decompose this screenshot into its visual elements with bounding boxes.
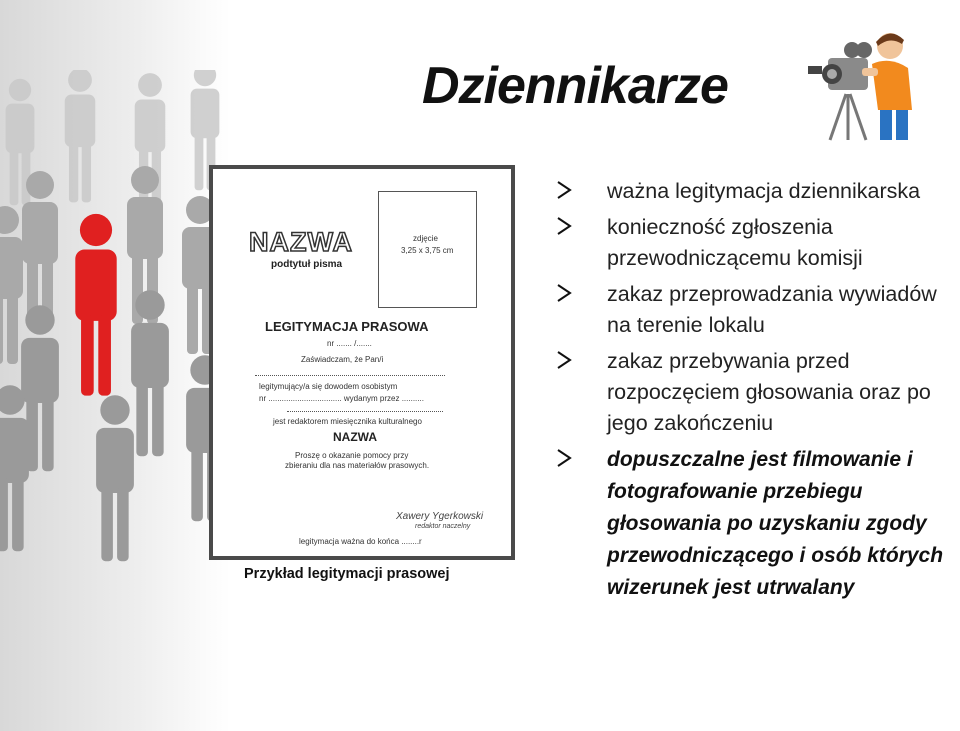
photo-size: 3,25 x 3,75 cm	[401, 246, 454, 255]
slide-title: Dziennikarze	[422, 57, 728, 115]
highlighted-person	[75, 214, 116, 396]
press-card-image	[209, 165, 515, 560]
arrow-bullet-icon	[555, 447, 573, 469]
bullet-item	[555, 176, 955, 207]
card-signature-role: redaktor naczelny	[415, 523, 471, 530]
cameraman-illustration	[808, 24, 934, 144]
bullet-text: zakaz przeprowadzania wywiadów na terenie lokalu	[607, 282, 937, 337]
card-nr-line: nr ....... /.......	[327, 339, 372, 348]
arrow-bullet-icon	[555, 282, 573, 304]
photo-placeholder	[378, 191, 477, 308]
arrow-bullet-icon	[555, 215, 573, 237]
card-editor-line: jest redaktorem miesięcznika kulturalnego	[273, 417, 422, 426]
bullet-text: ważna legitymacja dziennikarska	[607, 179, 921, 203]
card-request-2: zbieraniu dla nas materiałów prasowych.	[285, 461, 430, 470]
arrow-bullet-icon	[555, 349, 573, 371]
card-id-line: legitymujący/a się dowodem osobistym	[259, 382, 398, 391]
bullet-item	[555, 346, 955, 439]
card-magazine: NAZWA	[333, 430, 377, 444]
bullet-list	[555, 176, 955, 609]
arrow-bullet-icon	[555, 179, 573, 201]
card-request-1: Proszę o okazanie pomocy przy	[295, 451, 409, 460]
card-valid-line: legitymacja ważna do końca ........r	[299, 537, 422, 546]
card-heading: LEGITYMACJA PRASOWA	[265, 319, 429, 334]
bullet-item	[555, 279, 955, 341]
card-certify: Zaświadczam, że Pan/i	[301, 355, 384, 364]
card-issued-line: nr ................................. wydanym przez ..........	[259, 394, 424, 403]
card-dotted-line	[255, 375, 445, 376]
card-caption: Przykład legitymacji prasowej	[244, 566, 450, 582]
photo-label: zdjęcie	[413, 234, 438, 243]
bullet-item	[555, 212, 955, 274]
bullet-text: konieczność zgłoszenia przewodniczącemu komisji	[607, 215, 863, 270]
bullet-text: zakaz przebywania przed rozpoczęciem głosowania oraz po jego zakończeniu	[607, 349, 931, 435]
card-signature-name: Xawery Ygerkowski	[396, 511, 484, 522]
press-card	[213, 169, 511, 556]
crowd-illustration	[0, 70, 230, 630]
bullet-item-emphasized	[555, 444, 955, 604]
card-subtitle: podtytuł pisma	[271, 259, 343, 270]
bullet-text: dopuszczalne jest filmowanie i fotografowanie przebiegu głosowania po uzyskaniu zgody przewodniczącego i osób których wizerunek jest utrwalany	[607, 448, 944, 599]
card-dotted-line	[287, 411, 443, 412]
card-logo: NAZWA	[249, 227, 353, 257]
